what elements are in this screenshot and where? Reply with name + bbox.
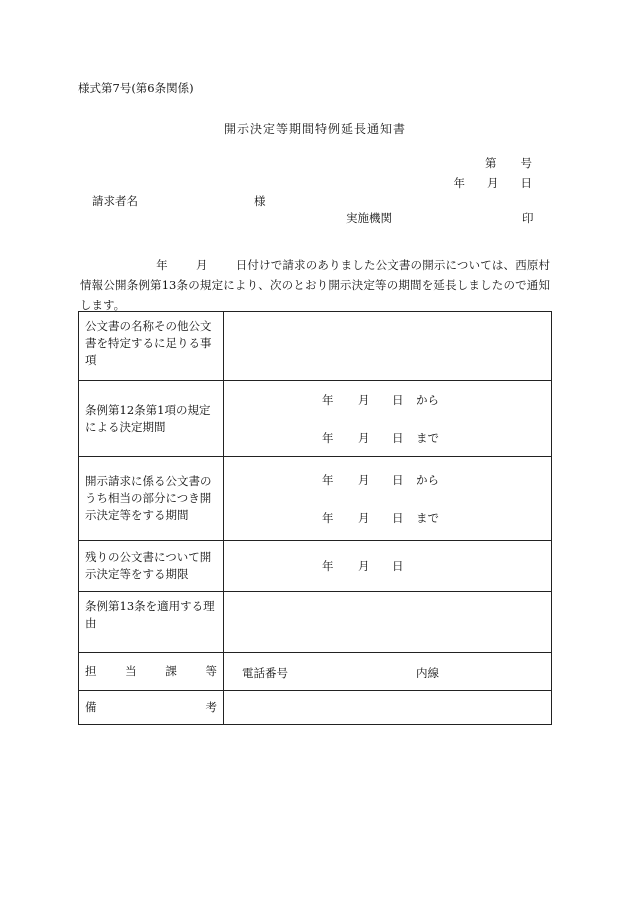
period-year: 年 bbox=[322, 472, 334, 487]
period-month: 月 bbox=[358, 472, 370, 487]
period-day: 日 bbox=[392, 430, 404, 445]
period-year: 年 bbox=[322, 510, 334, 525]
remarks-char: 考 bbox=[205, 700, 217, 714]
table-row bbox=[79, 457, 552, 541]
notice-body bbox=[80, 255, 550, 315]
row-label-remaining-deadline: 残りの公文書について開示決定等をする期限 bbox=[79, 541, 224, 592]
period-day: 日 bbox=[392, 559, 404, 573]
row-label-decision-period: 条例第12条第1項の規定による決定期間 bbox=[79, 381, 224, 457]
period-from: から bbox=[416, 392, 439, 407]
doc-number-dai: 第 bbox=[485, 156, 497, 170]
notice-table bbox=[78, 311, 552, 725]
period-day: 日 bbox=[392, 392, 404, 407]
period-year: 年 bbox=[322, 430, 334, 445]
period-month: 月 bbox=[358, 392, 370, 407]
date-year: 年 bbox=[453, 176, 465, 190]
period-day: 日 bbox=[392, 510, 404, 525]
document-number bbox=[463, 155, 532, 171]
dept-char: 担 bbox=[85, 664, 97, 678]
seal-mark: 印 bbox=[522, 211, 534, 225]
table-row bbox=[79, 691, 552, 725]
reason-cell bbox=[224, 592, 552, 653]
row-label-remarks bbox=[79, 691, 224, 725]
agency-label: 実施機関 bbox=[346, 211, 392, 225]
department-cell bbox=[224, 653, 552, 691]
period-month: 月 bbox=[358, 510, 370, 525]
row-label-reason: 条例第13条を適用する理由 bbox=[79, 592, 224, 653]
body-text: 日付けで請求のありました公文書の開示については、西原村情報公開条例第13条の規定により、次のとおり開示決定等の期間を延長しましたので通知します。 bbox=[80, 258, 551, 312]
table-row bbox=[79, 312, 552, 381]
body-month: 月 bbox=[195, 258, 208, 272]
remaining-deadline-cell bbox=[224, 541, 552, 592]
document-name-cell bbox=[224, 312, 552, 381]
decision-period-cell bbox=[224, 381, 552, 457]
extension-label: 内線 bbox=[416, 666, 439, 680]
document-title: 開示決定等期間特例延長通知書 bbox=[223, 122, 406, 136]
period-from: から bbox=[416, 472, 439, 487]
doc-number-go: 号 bbox=[520, 156, 532, 170]
date-month: 月 bbox=[487, 176, 499, 190]
period-month: 月 bbox=[358, 559, 370, 573]
period-month: 月 bbox=[358, 430, 370, 445]
row-label-document-name: 公文書の名称その他公文書を特定するに足りる事項 bbox=[79, 312, 224, 381]
dept-char: 当 bbox=[125, 664, 137, 678]
phone-label: 電話番号 bbox=[242, 666, 288, 680]
dept-char: 等 bbox=[205, 664, 217, 678]
period-day: 日 bbox=[392, 472, 404, 487]
row-label-department bbox=[79, 653, 224, 691]
table-row bbox=[79, 653, 552, 691]
issue-date bbox=[434, 175, 533, 191]
table-row bbox=[79, 541, 552, 592]
period-until: まで bbox=[416, 510, 439, 525]
requester-name-label: 請求者名 bbox=[92, 194, 138, 208]
table-row bbox=[79, 592, 552, 653]
honorific-sama: 様 bbox=[254, 194, 266, 208]
remarks-cell bbox=[224, 691, 552, 725]
date-day: 日 bbox=[520, 176, 532, 190]
table-row bbox=[79, 381, 552, 457]
partial-period-cell bbox=[224, 457, 552, 541]
period-year: 年 bbox=[322, 392, 334, 407]
dept-char: 課 bbox=[165, 664, 177, 678]
body-year: 年 bbox=[156, 258, 168, 272]
row-label-partial-period: 開示請求に係る公文書のうち相当の部分につき開示決定等をする期間 bbox=[79, 457, 224, 541]
period-until: まで bbox=[416, 430, 439, 445]
period-year: 年 bbox=[322, 559, 334, 573]
form-number: 様式第7号(第6条関係) bbox=[78, 81, 194, 95]
remarks-char: 備 bbox=[85, 700, 97, 714]
